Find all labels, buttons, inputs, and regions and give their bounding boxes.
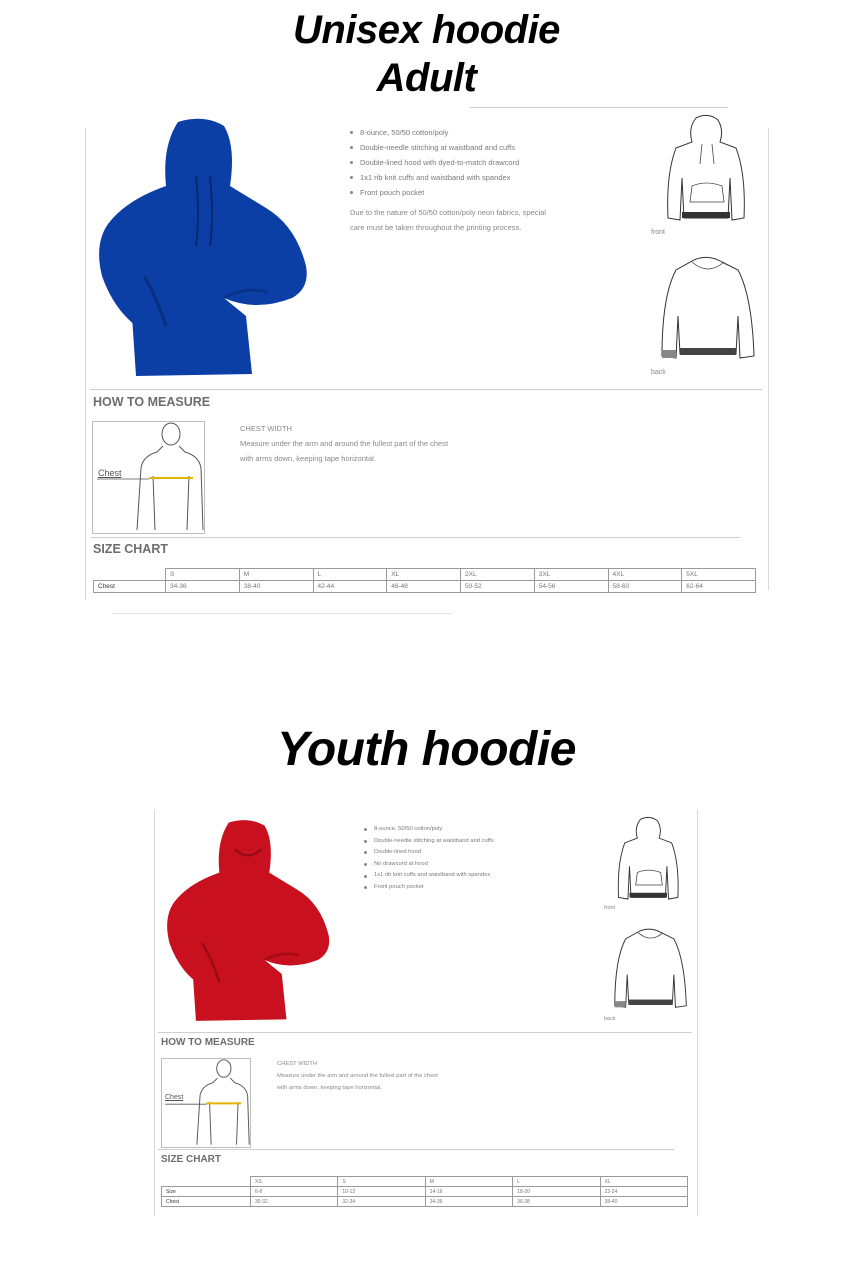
table-row — [162, 1187, 688, 1197]
table-cell: 54-56 — [534, 581, 608, 593]
adult-hoodie-image — [96, 116, 312, 380]
size-header: L — [513, 1177, 600, 1187]
table-corner — [162, 1177, 251, 1187]
youth-size-chart-table — [161, 1176, 688, 1207]
panel-border-right — [768, 128, 769, 590]
table-cell: 30-32 — [251, 1197, 338, 1207]
table-cell: 38-40 — [239, 581, 313, 593]
table-cell: 42-44 — [313, 581, 387, 593]
youth-front-sketch — [617, 816, 681, 904]
youth-back-label: back — [604, 1016, 616, 1022]
adult-care-note-1: Due to the nature of 50/50 cotton/poly neon fabrics, special — [350, 208, 546, 217]
youth-size-chart-heading: SIZE CHART — [161, 1154, 221, 1165]
adult-back-label: back — [651, 369, 666, 376]
table-row — [94, 581, 756, 593]
table-cell: 22-24 — [600, 1187, 687, 1197]
panel-border-left — [154, 810, 155, 1216]
row-label: Size — [162, 1187, 251, 1197]
divider — [90, 389, 762, 390]
size-header: L — [313, 569, 387, 581]
table-cell: 58-60 — [608, 581, 682, 593]
adult-chest-label: Chest — [98, 468, 122, 478]
youth-hoodie-body — [167, 820, 329, 1021]
adult-chest-width-line1: Measure under the arm and around the fullest part of the chest — [240, 439, 449, 448]
youth-chest-width-line2: with arms down, keeping tape horizontal. — [277, 1085, 383, 1091]
feature-item: Double-lined hood — [364, 847, 494, 859]
size-header: M — [239, 569, 313, 581]
adult-care-note-2: care must be taken throughout the printing process. — [350, 223, 522, 232]
feature-item: 1x1 rib knit cuffs and waistband with spandex — [364, 870, 494, 882]
table-cell: 62-64 — [682, 581, 756, 593]
panel-border-right — [697, 810, 698, 1216]
table-cell: 38-40 — [600, 1197, 687, 1207]
table-cell: 6-8 — [251, 1187, 338, 1197]
adult-size-chart-heading: SIZE CHART — [93, 542, 168, 556]
youth-chest-width-line1: Measure under the arm and around the fullest part of the chest — [277, 1073, 438, 1079]
divider — [158, 1032, 692, 1033]
row-label: Chest — [162, 1197, 251, 1207]
size-header: 4XL — [608, 569, 682, 581]
adult-front-label: front — [651, 229, 666, 236]
table-header-row — [94, 569, 756, 581]
table-cell: 32-34 — [338, 1197, 425, 1207]
youth-front-label: front — [604, 905, 616, 911]
size-header: XL — [387, 569, 461, 581]
size-header: XL — [600, 1177, 687, 1187]
divider — [112, 613, 452, 614]
adult-feature-list — [350, 125, 519, 200]
table-cell: 34-36 — [425, 1197, 512, 1207]
divider — [90, 537, 740, 538]
feature-item: 1x1 rib knit cuffs and waistband with spandex — [350, 170, 519, 185]
adult-title-line1: Unisex hoodie — [293, 8, 560, 52]
table-cell: 18-20 — [513, 1187, 600, 1197]
size-header: 2XL — [461, 569, 535, 581]
youth-measure-figure — [161, 1058, 251, 1148]
adult-chest-width-title: CHEST WIDTH — [240, 424, 292, 433]
youth-back-sketch — [610, 928, 688, 1012]
feature-item: No drawcord at hood — [364, 859, 494, 871]
row-label: Chest — [94, 581, 166, 593]
feature-item: 8-ounce, 50/50 cotton/poly — [350, 125, 519, 140]
table-cell: 14-16 — [425, 1187, 512, 1197]
size-header: XS — [251, 1177, 338, 1187]
divider — [158, 1149, 674, 1150]
size-header: M — [425, 1177, 512, 1187]
feature-item: Front pouch pocket — [364, 882, 494, 894]
panel-border-left — [85, 128, 86, 600]
youth-how-to-measure-heading: HOW TO MEASURE — [161, 1037, 255, 1048]
size-header: S — [338, 1177, 425, 1187]
divider — [470, 107, 728, 108]
adult-title-line2: Adult — [376, 56, 477, 100]
feature-item: 8-ounce, 50/50 cotton/poly — [364, 824, 494, 836]
table-corner — [94, 569, 166, 581]
feature-item: Double-needle stitching at waistband and cuffs — [364, 836, 494, 848]
table-cell: 50-52 — [461, 581, 535, 593]
adult-how-to-measure-heading: HOW TO MEASURE — [93, 395, 211, 409]
table-cell: 36-38 — [513, 1197, 600, 1207]
table-cell: 46-48 — [387, 581, 461, 593]
adult-front-sketch — [666, 114, 748, 226]
adult-back-sketch — [656, 256, 756, 364]
youth-chest-width-title: CHEST WIDTH — [277, 1061, 318, 1067]
youth-feature-list — [364, 824, 494, 894]
table-cell: 10-12 — [338, 1187, 425, 1197]
size-header: S — [166, 569, 240, 581]
size-header: 3XL — [534, 569, 608, 581]
size-header: 5XL — [682, 569, 756, 581]
table-header-row — [162, 1177, 688, 1187]
feature-item: Front pouch pocket — [350, 185, 519, 200]
feature-item: Double-needle stitching at waistband and cuffs — [350, 140, 519, 155]
adult-size-chart-table — [93, 568, 756, 593]
adult-chest-width-line2: with arms down, keeping tape horizontal. — [240, 454, 376, 463]
table-cell: 34-36 — [166, 581, 240, 593]
youth-chest-label: Chest — [165, 1094, 184, 1101]
feature-item: Double-lined hood with dyed-to-match drawcord — [350, 155, 519, 170]
youth-title: Youth hoodie — [277, 723, 576, 776]
table-row — [162, 1197, 688, 1207]
adult-measure-figure — [92, 421, 205, 534]
person-outline-icon — [162, 1059, 250, 1147]
youth-hoodie-image — [164, 818, 334, 1024]
